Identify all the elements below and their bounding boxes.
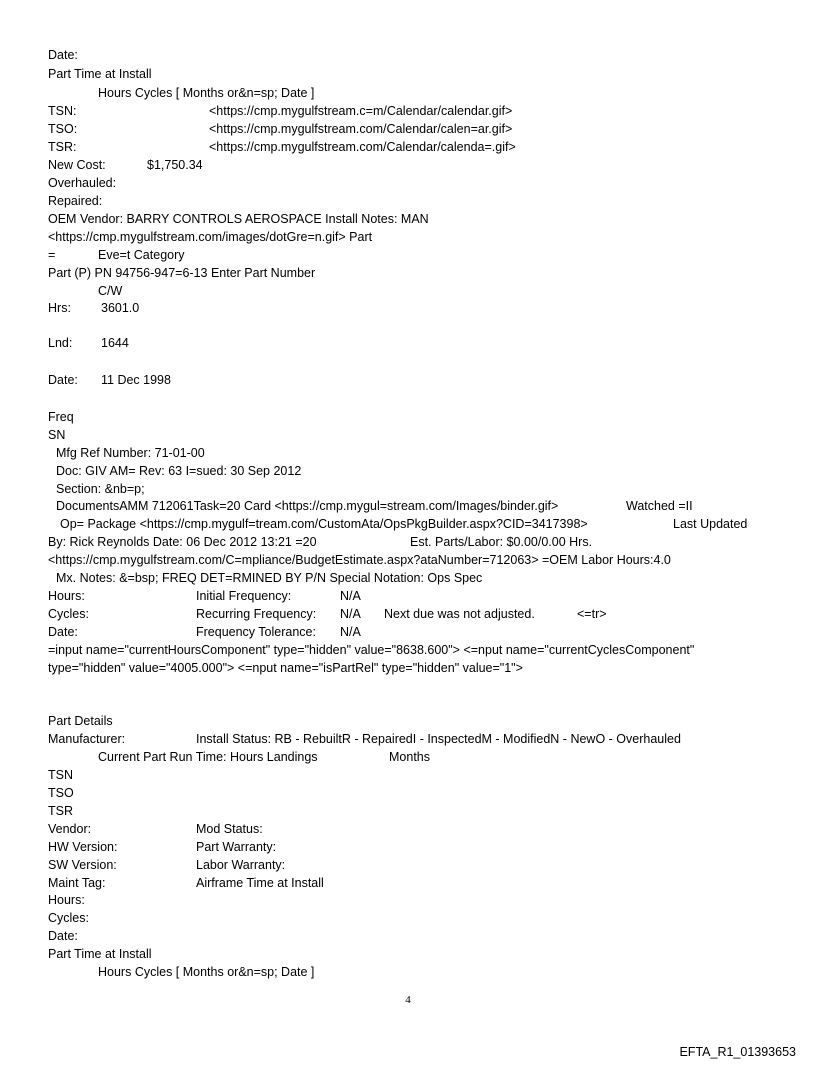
cycles-label-2: Cycles: (48, 911, 89, 925)
freq-label: Freq (48, 410, 74, 424)
last-updated-label: Last Updated (673, 517, 748, 531)
cw-label: C/W (98, 284, 123, 298)
date-label-3: Date: (48, 625, 78, 639)
tr-tag: <=tr> (577, 607, 607, 621)
maint-tag-label: Maint Tag: (48, 876, 106, 890)
hrs-value: 3601.0 (101, 301, 140, 315)
initial-frequency-value: N/A (340, 589, 361, 603)
lnd-value: 1644 (101, 336, 129, 350)
oem-vendor-line: OEM Vendor: BARRY CONTROLS AEROSPACE Install Notes: MAN (48, 212, 429, 226)
dot-image-link: <https://cmp.mygulfstream.com/images/dotGre=n.gif> Part (48, 230, 373, 244)
overhauled-label: Overhauled: (48, 176, 117, 190)
date-label-4: Date: (48, 929, 78, 943)
equals-sign: = (48, 248, 56, 262)
ops-package-line: Op= Package <https://cmp.mygulf=tream.com/CustomAta/OpsPkgBuilder.aspx?CID=3417398> (60, 517, 588, 531)
tso-row: TSO (48, 786, 74, 800)
new-cost-label: New Cost: (48, 158, 106, 172)
mx-notes-line: Mx. Notes: &=bsp; FREQ DET=RMINED BY P/N Special Notation: Ops Spec (56, 571, 483, 585)
section-line: Section: &nb=p; (56, 482, 145, 496)
document-id-footer: EFTA_R1_01393653 (679, 1045, 796, 1059)
recurring-frequency-value: N/A (340, 607, 361, 621)
documents-amm-line: DocumentsAMM 712061Task=20 Card <https://cmp.mygul=stream.com/Images/binder.gif> (56, 499, 559, 513)
initial-frequency-label: Initial Frequency: (196, 589, 292, 603)
event-category: Eve=t Category (98, 248, 185, 262)
tsr-label: TSR: (48, 140, 77, 154)
hw-version-label: HW Version: (48, 840, 118, 854)
tso-calendar-link: <https://cmp.mygulfstream.com/Calendar/calen=ar.gif> (209, 122, 513, 136)
sw-version-label: SW Version: (48, 858, 117, 872)
part-warranty-label: Part Warranty: (196, 840, 277, 854)
part-details-heading: Part Details (48, 714, 113, 728)
est-parts-labor: Est. Parts/Labor: $0.00/0.00 Hrs. (410, 535, 593, 549)
part-time-at-install: Part Time at Install (48, 67, 152, 81)
frequency-tolerance-label: Frequency Tolerance: (196, 625, 316, 639)
hidden-input-line-1: =input name="currentHoursComponent" type="hidden" value="8638.600"> <=nput name="currentCyclesComponent" (48, 643, 695, 657)
tsr-row: TSR (48, 804, 73, 818)
tsn-row: TSN (48, 768, 73, 782)
hours-label-2: Hours: (48, 893, 85, 907)
hours-cycles-header-2: Hours Cycles [ Months or&n=sp; Date ] (98, 965, 315, 979)
airframe-time-at-install: Airframe Time at Install (196, 876, 324, 890)
tsn-calendar-link: <https://cmp.mygulfstream.c=m/Calendar/calendar.gif> (209, 104, 513, 118)
install-status-line: Install Status: RB - RebuiltR - RepairedI - InspectedM - ModifiedN - NewO - Overhauled (196, 732, 681, 746)
months-label: Months (389, 750, 430, 764)
current-part-run-time: Current Part Run Time: Hours Landings (98, 750, 318, 764)
date-label-2: Date: (48, 373, 78, 387)
part-number-line: Part (P) PN 94756-947=6-13 Enter Part Number (48, 266, 316, 280)
new-cost-value: $1,750.34 (147, 158, 203, 172)
labor-warranty-label: Labor Warranty: (196, 858, 286, 872)
watched-label: Watched =II (626, 499, 693, 513)
frequency-tolerance-value: N/A (340, 625, 361, 639)
vendor-label: Vendor: (48, 822, 92, 836)
lnd-label: Lnd: (48, 336, 73, 350)
recurring-frequency-label: Recurring Frequency: (196, 607, 317, 621)
sn-label: SN (48, 428, 66, 442)
tsn-label: TSN: (48, 104, 77, 118)
repaired-label: Repaired: (48, 194, 103, 208)
updated-by-line: By: Rick Reynolds Date: 06 Dec 2012 13:21 =20 (48, 535, 317, 549)
next-due-note: Next due was not adjusted. (384, 607, 535, 621)
page-number: 4 (405, 994, 411, 1006)
cycles-label: Cycles: (48, 607, 89, 621)
hrs-label: Hrs: (48, 301, 71, 315)
mfg-ref-number: Mfg Ref Number: 71-01-00 (56, 446, 205, 460)
hidden-input-line-2: type="hidden" value="4005.000"> <=nput name="isPartRel" type="hidden" value="1"> (48, 661, 523, 675)
hours-label: Hours: (48, 589, 85, 603)
date-label: Date: (48, 48, 78, 62)
tso-label: TSO: (48, 122, 78, 136)
manufacturer-label: Manufacturer: (48, 732, 126, 746)
date-value: 11 Dec 1998 (101, 373, 171, 387)
part-time-at-install-2: Part Time at Install (48, 947, 152, 961)
budget-estimate-line: <https://cmp.mygulfstream.com/C=mpliance/BudgetEstimate.aspx?ataNumber=712063> =OEM Labor Hours:4.0 (48, 553, 671, 567)
hours-cycles-header: Hours Cycles [ Months or&n=sp; Date ] (98, 86, 315, 100)
mod-status-label: Mod Status: (196, 822, 263, 836)
doc-rev-issued: Doc: GIV AM= Rev: 63 I=sued: 30 Sep 2012 (56, 464, 302, 478)
tsr-calendar-link: <https://cmp.mygulfstream.com/Calendar/calenda=.gif> (209, 140, 516, 154)
